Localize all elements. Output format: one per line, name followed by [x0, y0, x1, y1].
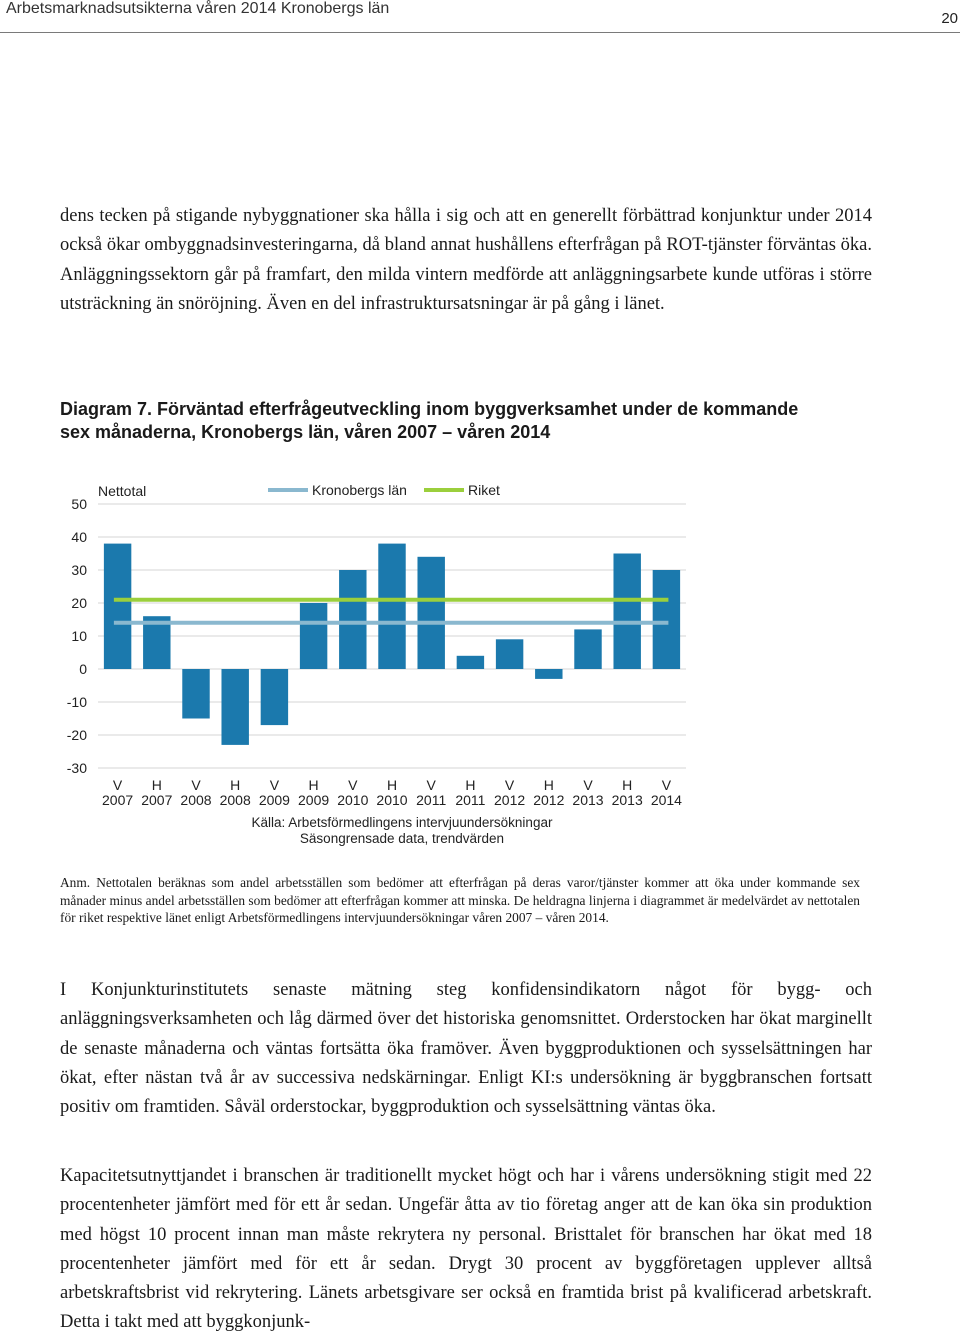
y-tick-label: 30: [71, 562, 87, 578]
x-tick-label-year: 2010: [376, 792, 408, 808]
y-tick-label: -20: [66, 727, 87, 743]
y-axis-label: Nettotal: [98, 483, 147, 499]
x-tick-label-season: V: [269, 777, 280, 793]
page-number: 20: [941, 10, 958, 27]
body-paragraph-1: dens tecken på stigande nybyggnationer ska hålla i sig och att en generellt förbättrad konjunktur under 2014 också ökar ombyggnadsinvesteringarna, då bland annat hushållens efterfrågan på ROT-tjänster förväntas öka. Anläggningssektorn går på framfart, den milda vintern medförde att anläggningsarbete kunde utföras i större utsträckning än snöröjning. Även en del infrastruktursatsningar är på gång i länet.: [60, 206, 872, 314]
y-tick-label: 40: [71, 529, 87, 545]
document-title: Arbetsmarknadsutsikterna våren 2014 Kronobergs län: [6, 0, 390, 17]
legend-label: Riket: [468, 482, 500, 498]
x-tick-label-season: H: [308, 777, 319, 793]
x-tick-label-season: V: [426, 777, 436, 793]
x-axis-tick-labels: [102, 777, 682, 808]
x-tick-label-season: V: [191, 777, 201, 793]
x-tick-label-year: 2013: [572, 792, 604, 808]
chart-bar: [496, 639, 523, 669]
bar-chart: [0, 470, 960, 860]
chart-bar: [613, 554, 640, 670]
x-tick-label-season: H: [386, 777, 398, 793]
chart-bar: [339, 570, 366, 669]
x-tick-label-season: V: [583, 777, 593, 793]
x-tick-label-year: 2011: [416, 792, 447, 808]
x-tick-label-year: 2014: [650, 792, 682, 808]
x-tick-label-season: H: [543, 777, 554, 793]
y-tick-label: 10: [71, 628, 87, 644]
x-tick-label-year: 2012: [494, 792, 526, 808]
x-tick-label-year: 2011: [455, 792, 486, 808]
y-tick-label: -10: [66, 694, 87, 710]
chart-bar: [574, 629, 601, 669]
x-tick-label-season: H: [151, 777, 162, 793]
y-tick-label: -30: [66, 760, 87, 776]
y-tick-label: 20: [71, 595, 87, 611]
legend-label: Kronobergs län: [312, 482, 407, 498]
chart-bar: [417, 557, 444, 669]
chart-bar: [378, 544, 405, 669]
chart-bar: [653, 570, 680, 669]
y-axis-tick-labels: [67, 496, 87, 776]
x-tick-label-season: H: [622, 777, 633, 793]
x-tick-label-season: V: [504, 777, 515, 793]
x-tick-label-season: V: [112, 777, 123, 793]
x-tick-label-year: 2007: [141, 792, 173, 808]
x-tick-label-year: 2009: [258, 792, 290, 808]
chart-bar: [261, 669, 288, 725]
chart-legend: [268, 482, 500, 498]
x-tick-label-season: V: [348, 777, 358, 793]
chart-bars: [104, 544, 680, 745]
chart-bar: [300, 603, 327, 669]
x-tick-label-year: 2008: [180, 792, 212, 808]
chart-bar: [535, 669, 562, 679]
chart-bar: [182, 669, 209, 719]
chart-source-line-2: Säsongrensade data, trendvärden: [299, 831, 505, 846]
diagram-caption: Diagram 7. Förväntad efterfrågeutveckling inom byggverksamhet under de kommande sex månaderna, Kronobergs län, våren 2007 – våren 2014: [60, 399, 799, 442]
x-tick-label-year: 2008: [219, 792, 251, 808]
chart-bar: [457, 656, 484, 669]
x-tick-label-year: 2010: [337, 792, 369, 808]
x-tick-label-season: H: [465, 777, 476, 793]
body-paragraph-2: I Konjunkturinstitutets senaste mätning steg konfidensindikatorn något för bygg- och anläggningsverksamheten och låg därmed över det historiska genomsnittet. Orderstocken har ökat marginellt de senaste månaderna och väntas fortsätta öka framöver. Även byggproduktionen och sysselsättningen har ökat, efter nästan två år av successiva nedskärningar. Enligt KI:s undersökning är byggbranschen fortsatt positiv om framtiden. Såväl orderstockar, byggproduktion och sysselsättning väntas öka.: [60, 980, 872, 1118]
chart-source-line-1: Källa: Arbetsförmedlingens intervjuundersökningar: [251, 815, 553, 830]
x-tick-label-year: 2009: [298, 792, 330, 808]
x-tick-label-season: V: [661, 777, 672, 793]
page-header: [0, 0, 960, 36]
x-tick-label-year: 2007: [102, 792, 134, 808]
x-tick-label-year: 2013: [611, 792, 643, 808]
x-tick-label-season: H: [230, 777, 241, 793]
chart-bar: [104, 544, 131, 669]
y-tick-label: 0: [79, 661, 87, 677]
x-tick-label-year: 2012: [533, 792, 565, 808]
y-tick-label: 50: [71, 496, 87, 512]
chart-note: Anm. Nettotalen beräknas som andel arbetsställen som bedömer att efterfrågan på deras varor/tjänster kommer att öka under kommande sex månader minus andel arbetsställen som bedömer att efterfrågan kommer att minska. De heldragna linjerna i diagrammet är medelvärdet av nettotalen för riket respektive länet enligt Arbetsförmedlingens intervjuundersökningar våren 2007 – våren 2014.: [60, 875, 860, 926]
body-paragraph-3: Kapacitetsutnyttjandet i branschen är traditionellt mycket högt och har i vårens undersökning stigit med 22 procentenheter jämfört med för ett år sedan. Ungefär åtta av tio företag anger att de kan öka sin produktion med högst 10 procent innan man måste rekrytera ny personal. Bristtalet för branschen har ökat med 18 procentenheter jämfört med för ett år sedan. Drygt 30 procent av byggföretagen upplever alltså arbetskraftsbrist vid rekrytering. Länets arbetsgivare ser också en framtida brist på kvalificerad arbetskraft. Detta i takt med att byggkonjunk-: [60, 1166, 872, 1333]
chart-bar: [221, 669, 248, 745]
header-rule: [0, 32, 960, 33]
